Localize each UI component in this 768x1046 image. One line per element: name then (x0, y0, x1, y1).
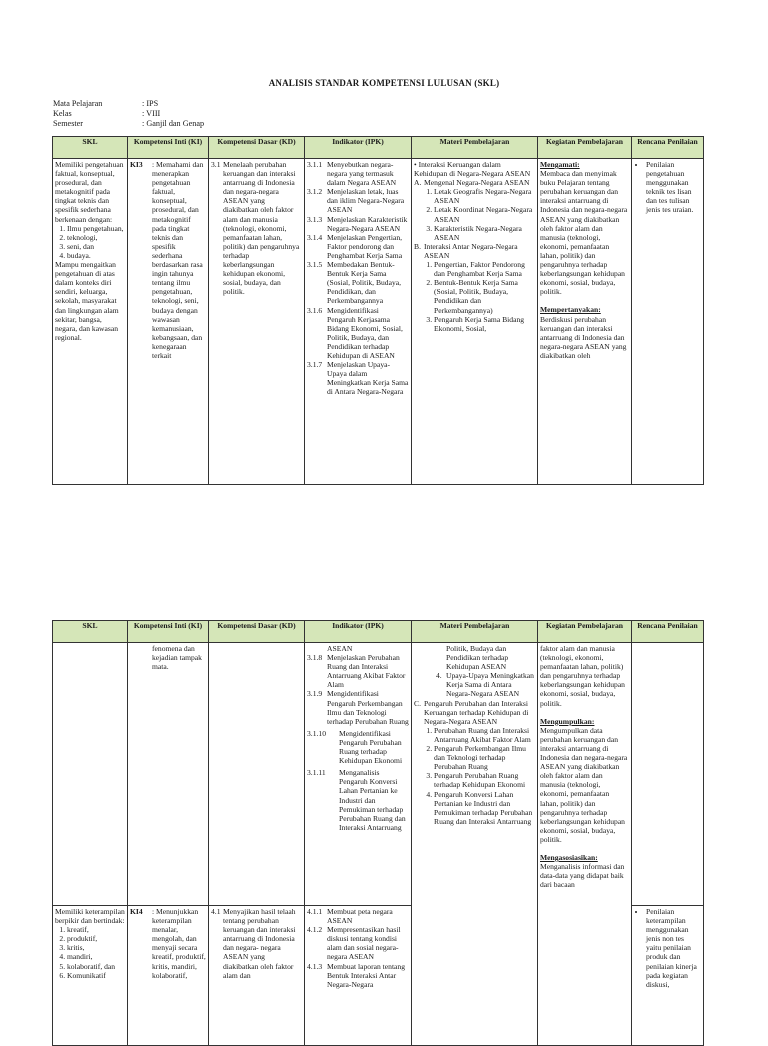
list-item (307, 768, 409, 832)
materi-section-c (414, 699, 535, 726)
ki-continued: fenomena dan kejadian tampak mata. (152, 644, 202, 672)
meta-label: Mata Pelajaran (53, 99, 103, 108)
header-skl: SKL (53, 137, 128, 159)
indicator-text: Menganalisis Pengaruh Konversi Lahan Pertanian ke Industri dan Pemukiman terhadap Perubahan Ruang dan Interaksi Antarruang (339, 768, 406, 832)
cell-ki (128, 906, 209, 1046)
cell-ki (128, 643, 209, 906)
section-letter: C. (414, 698, 421, 708)
list-item: 1. Ilmu pengetahuan, (67, 224, 125, 233)
cell-kd (209, 643, 305, 906)
indicator-text: Mempresentasikan hasil diskusi tentang kondisi alam dan sosial negara-negara ASEAN (327, 925, 401, 962)
cell-penilaian (632, 159, 704, 485)
table-row (53, 159, 704, 485)
indicator-number: 3.1.7 (307, 360, 323, 370)
indicator-number (307, 644, 327, 653)
section-title: Mengenal Negara-Negara ASEAN (424, 178, 530, 188)
list-item: 3. Pengaruh Kerja Sama Bidang Ekonomi, Sosial, (434, 315, 535, 333)
cell-penilaian (632, 643, 704, 906)
header-penilaian: Rencana Penilaian (632, 137, 704, 159)
indicator-text: Menyebutkan negara-negara yang termasuk dalam Negara ASEAN (327, 160, 397, 188)
indicator-text: Mengidentifikasi Pengaruh Perkembangan Ilmu dan Teknologi terhadap Perubahan Ruang (327, 689, 409, 726)
indicator-number: 3.1.3 (307, 214, 323, 224)
indicator-number: 3.1.2 (307, 187, 323, 197)
indicator-text: Menjelaskan Karakteristik Negara-Negara ASEAN (327, 214, 408, 233)
materi-topic: • Interaksi Keruangan dalam Kehidupan di Negara-Negara ASEAN (414, 160, 535, 178)
materi-continued: Politik, Budaya dan Pendidikan terhadap Kehidupan ASEAN (446, 644, 509, 672)
document-title: ANALISIS STANDAR KOMPETENSI LULUSAN (SKL) (268, 78, 500, 88)
item-text: Upaya-Upaya Meningkatkan Kerja Sama di Antara Negara-Negara ASEAN (446, 671, 534, 699)
meta-label: Kelas (53, 109, 72, 118)
list-item (307, 187, 409, 214)
header-kegiatan: Kegiatan Pembelajaran (538, 137, 632, 159)
document-meta (53, 99, 204, 129)
materi-a-list (414, 187, 535, 242)
list-item: 2. Letak Koordinat Negara-Negara ASEAN (434, 205, 535, 223)
indicator-number: 4.1.2 (307, 925, 323, 935)
header-kegiatan: Kegiatan Pembelajaran (538, 621, 632, 643)
list-item: • Penilaian keterampilan menggunakan jenis non tes yaitu penilaian produk dan penilaian kinerja pada kegiatan diskusi, (646, 907, 701, 989)
indicator-text: Menjelaskan letak, luas dan iklim Negara-Negara ASEAN (327, 187, 405, 215)
skl-intro: Memiliki keterampilan berpikir dan bertindak: (55, 907, 125, 926)
list-item (307, 907, 409, 925)
indicator-text: Menjelaskan Pengertian, Faktor pendorong dan Penghambat Kerja Sama (327, 232, 403, 260)
cell-skl (53, 159, 128, 485)
list-item (307, 160, 409, 187)
skl-outro: Mampu mengaitkan pengetahuan di atas dalam konteks diri sendiri, keluarga, sekolah, masyarakat dan lingkungan alam sekitar, bangsa, negara, dan kawasan regional. (55, 260, 119, 342)
activity-text: Mengumpulkan data perubahan keruangan dan interaksi antarruang di Indonesia dan negara-negara ASEAN yang diakibatkan oleh faktor alam dan manusia (teknologi, ekonomi, pemanfaatan lahan, politik) dan pengaruhnya terhadap keberlangsungan kehidupan ekonomi, sosial, budaya, politik. (540, 725, 628, 844)
skl-table-page-1 (52, 136, 704, 485)
materi-section-a (414, 178, 535, 187)
list-item: 4. Pengaruh Konversi Lahan Pertanian ke Industri dan Pemukiman terhadap Perubahan Ruang dan Interaksi Antarruang (434, 790, 535, 826)
skl-table-page-2 (52, 620, 704, 1046)
indicator-text: Mengidentifikasi Pengaruh Kerjasama Bidang Ekonomi, Sosial, Politik, Budaya, dan Pendidikan terhadap Kehidupan di ASEAN (327, 305, 403, 360)
item-number: 4. (436, 671, 442, 681)
meta-label: Semester (53, 119, 84, 128)
cell-skl (53, 643, 128, 906)
section-title: Pengaruh Perubahan dan Interaksi Keruangan terhadap Kehidupan di Negara-Negara ASEAN (424, 698, 529, 726)
cell-indicators (305, 159, 412, 485)
list-item (307, 962, 409, 989)
cell-skl (53, 906, 128, 1046)
list-item: 1. Perubahan Ruang dan Interaksi Antarruang Akibat Faktor Alam (434, 726, 535, 744)
list-item (414, 671, 535, 698)
meta-row-class (53, 109, 204, 119)
list-item (307, 215, 409, 233)
assessment-list (634, 907, 701, 989)
cell-indicators (305, 906, 412, 1046)
header-ipk: Indikator (IPK) (305, 137, 412, 159)
ki-text: : Memahami dan menerapkan pengetahuan faktual, konseptual, prosedural, dan metakognitif pada tingkat teknis dan spesifik sederhana berdasarkan rasa ingin tahunya tentang ilmu pengetahuan, teknologi, seni, budaya dengan wawasan kemanusiaan, kebangsaan, dan kenegaraan terkait (152, 160, 204, 360)
cell-penilaian (632, 906, 704, 1046)
indicator-text: Mengidentifikasi Pengaruh Perubahan Ruang terhadap Kehidupan Ekonomi (339, 728, 403, 766)
indicator-number: 3.1.10 (307, 728, 326, 738)
meta-value: : VIII (142, 109, 161, 118)
list-item (307, 233, 409, 260)
indicator-number: 3.1.1 (307, 160, 323, 169)
list-item: 6. Komunikatif (67, 971, 125, 980)
list-item (307, 260, 409, 305)
materi-c-list (414, 726, 535, 826)
list-item: 1. Pengertian, Faktor Pendorong dan Penghambat Kerja Sama (434, 260, 535, 278)
list-item: 4. mandiri, (67, 952, 125, 961)
list-item (307, 689, 409, 725)
table-header-row (53, 137, 704, 159)
cell-ki (128, 159, 209, 485)
header-kd: Kompetensi Dasar (KD) (209, 137, 305, 159)
kd-number: 3.1 (211, 160, 221, 169)
cell-kegiatan (538, 643, 632, 1046)
list-item: 3. kritis, (67, 943, 125, 952)
activity-text: faktor alam dan manusia (teknologi, ekonomi, pemanfaatan lahan, politik) dan pengaruhnya terhadap keberlangsungan kehidupan ekonomi, sosial, budaya, politik. (540, 644, 625, 708)
list-item: 2. Pengaruh Perkembangan Ilmu dan Teknologi terhadap Perubahan Ruang (434, 744, 535, 771)
indicator-text: ASEAN (327, 644, 353, 653)
indicator-text: Menjelaskan Perubahan Ruang dan Interaksi Antarruang Akibat Faktor Alam (327, 653, 406, 690)
kd-text: Menelaah perubahan keruangan dan interaksi antarruang di Indonesia dan negara-negara ASEAN yang diakibatkan oleh faktor alam dan manusia (teknologi, ekonomi, pemanfaatan lahan, politik) dan pengaruhnya terhadap keberlangsungan kehidupan ekonomi, sosial, budaya, dan politik. (223, 160, 300, 297)
indicator-text: Menjelaskan Upaya-Upaya dalam Meningkatkan Kerja Sama di Antara Negara-Negara (327, 360, 409, 397)
ki-code: KI4 (130, 907, 143, 916)
list-item: 4. budaya. (67, 251, 125, 260)
cell-materi (412, 643, 538, 1046)
table-row (53, 643, 704, 906)
section-title: Interaksi Antar Negara-Negara ASEAN (424, 241, 518, 260)
list-item: 1. Letak Geografis Negara-Negara ASEAN (434, 187, 535, 205)
cell-kd (209, 906, 305, 1046)
cell-indicators (305, 643, 412, 906)
meta-value: : IPS (142, 99, 159, 108)
kd-text: Menyajikan hasil telaah tentang perubahan keruangan dan interaksi antarruang di Indonesia dan negara- negara ASEAN yang diakibatkan oleh faktor alam dan (223, 907, 296, 980)
list-item: 3. Karakteristik Negara-Negara ASEAN (434, 224, 535, 242)
skl-list (55, 925, 125, 980)
header-kd: Kompetensi Dasar (KD) (209, 621, 305, 643)
list-item (307, 644, 409, 653)
indicator-number: 3.1.9 (307, 689, 323, 699)
indicator-text: Membuat laporan tentang Bentuk Interaksi Antar Negara-Negara (327, 961, 406, 989)
list-item: 2. teknologi, (67, 233, 125, 242)
list-item: 1. kreatif, (67, 925, 125, 934)
list-item: 2. Bentuk-Bentuk Kerja Sama (Sosial, Politik, Budaya, Pendidikan dan Perkembangannya) (434, 278, 535, 314)
indicator-text: Membuat peta negara ASEAN (327, 907, 393, 926)
ki-text: : Menunjukkan keterampilan menalar, mengolah, dan menyaji secara kreatif, produktif, kritis, mandiri, kolaboratif, (152, 907, 206, 980)
activity-text: Menganalisis informasi dan data-data yang didapat baik dari bacaan (540, 862, 625, 890)
header-materi: Materi Pembelajaran (412, 621, 538, 643)
kd-number: 4.1 (211, 907, 221, 916)
indicator-number: 3.1.5 (307, 260, 323, 270)
header-penilaian: Rencana Penilaian (632, 621, 704, 643)
cell-kegiatan (538, 159, 632, 485)
list-item (307, 306, 409, 361)
header-ipk: Indikator (IPK) (305, 621, 412, 643)
activity-heading: Mengumpulkan: (540, 716, 595, 726)
meta-row-subject (53, 99, 204, 109)
activity-heading: Mengamati: (540, 160, 580, 169)
list-item (307, 729, 409, 765)
list-item: • Penilaian pengetahuan menggunakan teknik tes lisan dan tes tulisan jenis tes uraian. (646, 160, 701, 215)
assessment-list (634, 160, 701, 215)
list-item: 3. seni, dan (67, 242, 125, 251)
activity-text: Membaca dan menyimak buku Pelajaran tentang perubahan keruangan dan interaksi antarruang di Indonesia dan negara-negara ASEAN yang diakibatkan oleh faktor alam dan manusia (teknologi, ekonomi, pemanfaatan lahan, politik) dan pengaruhnya terhadap keberlangsungan kehidupan ekonomi, sosial, budaya, politik. (540, 169, 628, 297)
header-ki: Kompetensi Inti (KI) (128, 621, 209, 643)
header-skl: SKL (53, 621, 128, 643)
header-materi: Materi Pembelajaran (412, 137, 538, 159)
skl-list (55, 224, 125, 260)
list-item (307, 925, 409, 961)
indicator-number: 3.1.11 (307, 768, 326, 778)
list-item: 2. produktif, (67, 934, 125, 943)
ki-code: KI3 (130, 160, 143, 169)
indicator-number: 3.1.8 (307, 653, 323, 663)
indicator-number: 3.1.6 (307, 305, 323, 315)
indicator-text: Membedakan Bentuk-Bentuk Kerja Sama (Sosial, Politik, Budaya, Pendidikan, dan Perkembangannya (327, 260, 402, 306)
activity-heading: Mengasosiasikan: (540, 852, 598, 862)
meta-value: : Ganjil dan Genap (142, 119, 205, 128)
materi-b-list (414, 260, 535, 333)
header-ki: Kompetensi Inti (KI) (128, 137, 209, 159)
indicator-number: 4.1.1 (307, 907, 323, 916)
activity-text: Berdiskusi perubahan keruangan dan interaksi antarruang di Indonesia dan negara-negara ASEAN yang diakibatkan oleh (540, 314, 627, 360)
list-item: 5. kolaboratif, dan (67, 962, 125, 971)
list-item (307, 360, 409, 396)
activity-heading: Mempertanyakan: (540, 305, 601, 315)
list-item: 3. Pengaruh Perubahan Ruang terhadap Kehidupan Ekonomi (434, 771, 535, 789)
meta-row-semester (53, 119, 204, 129)
skl-intro: Memiliki pengetahuan faktual, konseptual, prosedural, dan metakognitif pada tingkat teknis dan spesifik sederhana berkenaan dengan: (55, 160, 124, 224)
materi-section-b (414, 242, 535, 260)
list-item (307, 653, 409, 689)
indicator-number: 3.1.4 (307, 232, 323, 242)
cell-materi (412, 159, 538, 485)
section-letter: B. (414, 241, 421, 251)
indicator-number: 4.1.3 (307, 961, 323, 971)
cell-kd (209, 159, 305, 485)
section-letter: A. (414, 178, 422, 188)
table-header-row (53, 621, 704, 643)
